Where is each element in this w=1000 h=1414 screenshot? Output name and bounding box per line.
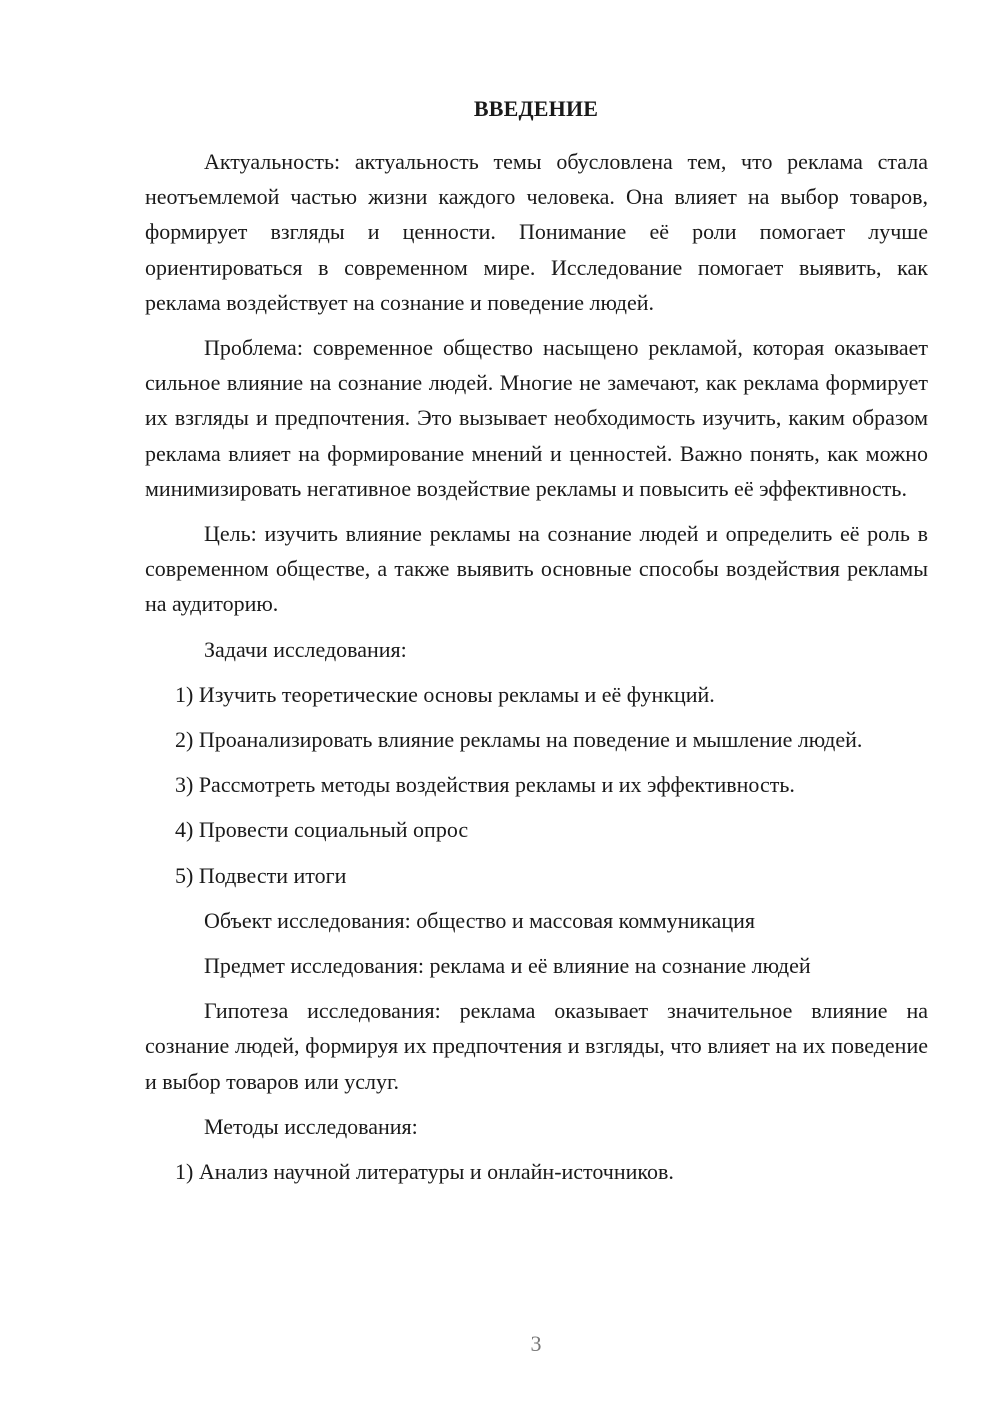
document-body — [145, 144, 928, 1189]
relevance-paragraph: Актуальность: актуальность темы обусловлена тем, что реклама стала неотъемлемой частью жизни каждого человека. Она влияет на выбор товаров, формирует взгляды и ценности. Понимание её роли помогает лучше ориентироваться в современном мире. Исследование помогает выявить, как реклама воздействует на сознание и поведение людей. — [145, 149, 928, 315]
object-paragraph: Объект исследования: общество и массовая коммуникация — [204, 907, 755, 933]
page-title: ВВЕДЕНИЕ — [473, 96, 599, 121]
methods-heading: Методы исследования: — [204, 1113, 418, 1139]
problem-paragraph: Проблема: современное общество насыщено рекламой, которая оказывает сильное влияние на сознание людей. Многие не замечают, как реклама формирует их взгляды и предпочтения. Это вызывает необходимость изучить, каким образом реклама влияет на формирование мнений и ценностей. Важно понять, как можно минимизировать негативное воздействие рекламы и повысить её эффективность. — [145, 335, 928, 501]
task-item-5: 5) Подвести итоги — [175, 862, 347, 888]
subject-paragraph: Предмет исследования: реклама и её влияние на сознание людей — [204, 953, 811, 979]
tasks-heading: Задачи исследования: — [204, 636, 407, 662]
page-number: 3 — [530, 1331, 542, 1356]
goal-paragraph: Цель: изучить влияние рекламы на сознание людей и определить её роль в современном обществе, а также выявить основные способы воздействия рекламы на аудиторию. — [145, 521, 928, 617]
task-item-4: 4) Провести социальный опрос — [175, 817, 469, 843]
hypothesis-paragraph: Гипотеза исследования: реклама оказывает значительное влияние на сознание людей, формируя их предпочтения и взгляды, что влияет на их поведение и выбор товаров или услуг. — [145, 998, 928, 1094]
task-item-1: 1) Изучить теоретические основы рекламы и её функций. — [175, 681, 715, 707]
method-item-1: 1) Анализ научной литературы и онлайн-источников. — [175, 1159, 674, 1185]
task-item-2: 2) Проанализировать влияние рекламы на поведение и мышление людей. — [175, 727, 863, 753]
task-item-3: 3) Рассмотреть методы воздействия рекламы и их эффективность. — [175, 772, 795, 798]
